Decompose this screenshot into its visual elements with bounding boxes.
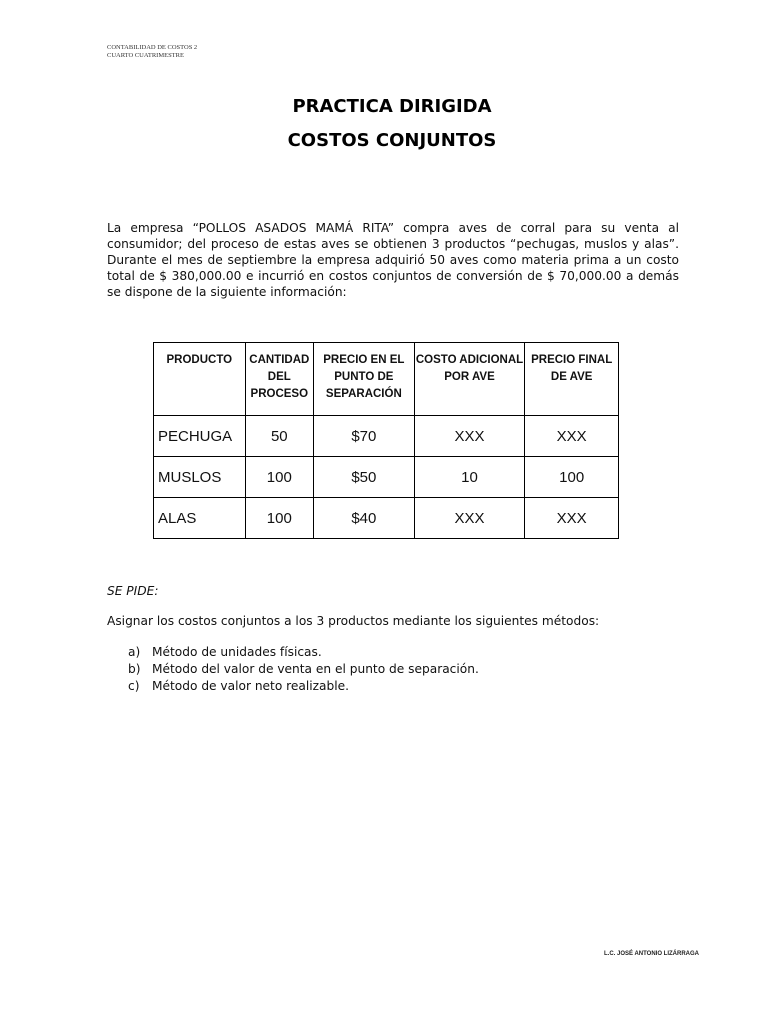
cell-costo-adicional: XXX — [414, 498, 525, 539]
cell-cantidad: 100 — [245, 457, 313, 498]
intro-paragraph: La empresa “POLLOS ASADOS MAMÁ RITA” compra aves de corral para su venta al consumidor; del proceso de estas aves se obtienen 3 productos “pechugas, muslos y alas”. Durante el mes de septiembre la empresa adquirió 50 aves como materia prima a un costo total de $ 380,000.00 e incurrió en costos conjuntos de conversión de $ 70,000.00 a demás se dispone de la siguiente información: — [107, 221, 679, 299]
cell-costo-adicional: XXX — [414, 416, 525, 457]
table-row — [154, 498, 619, 539]
table-header-row — [154, 343, 619, 416]
cell-cantidad: 100 — [245, 498, 313, 539]
list-item-text: Método del valor de venta en el punto de separación. — [152, 662, 479, 676]
list-item — [128, 644, 479, 661]
cell-precio-final: 100 — [525, 457, 619, 498]
se-pide-heading: SE PIDE: — [107, 584, 159, 598]
title-practica: PRACTICA DIRIGIDA — [292, 96, 492, 117]
table-row — [154, 416, 619, 457]
list-item-letter: a) — [128, 645, 141, 659]
methods-list — [128, 644, 479, 695]
header-course: CONTABILIDAD DE COSTOS 2 — [107, 44, 198, 51]
header-precio-final: PRECIO FINAL DE AVE — [525, 343, 619, 416]
products-table — [153, 342, 619, 539]
cell-cantidad: 50 — [245, 416, 313, 457]
list-item — [128, 678, 479, 695]
cell-precio-final: XXX — [525, 416, 619, 457]
list-item-letter: c) — [128, 679, 140, 693]
cell-precio-final: XXX — [525, 498, 619, 539]
header-cantidad: CANTIDAD DEL PROCESO — [245, 343, 313, 416]
list-item-text: Método de valor neto realizable. — [152, 679, 350, 693]
title-topic: COSTOS CONJUNTOS — [287, 130, 497, 151]
list-item — [128, 661, 479, 678]
cell-precio-separacion: $50 — [314, 457, 415, 498]
page-header — [107, 44, 197, 60]
header-costo-adicional: COSTO ADICIONAL POR AVE — [414, 343, 525, 416]
cell-producto: PECHUGA — [154, 416, 246, 457]
footer-author: L.C. JOSÉ ANTONIO LIZÁRRAGA — [604, 951, 700, 957]
table-row — [154, 457, 619, 498]
list-item-letter: b) — [128, 662, 141, 676]
cell-producto: MUSLOS — [154, 457, 246, 498]
instruction-text: Asignar los costos conjuntos a los 3 productos mediante los siguientes métodos: — [107, 614, 600, 628]
header-precio-separacion: PRECIO EN EL PUNTO DE SEPARACIÓN — [314, 343, 415, 416]
cell-producto: ALAS — [154, 498, 246, 539]
header-producto: PRODUCTO — [154, 343, 246, 416]
cell-precio-separacion: $40 — [314, 498, 415, 539]
header-term: CUARTO CUATRIMESTRE — [107, 52, 184, 59]
cell-precio-separacion: $70 — [314, 416, 415, 457]
list-item-text: Método de unidades físicas. — [152, 645, 322, 659]
cell-costo-adicional: 10 — [414, 457, 525, 498]
